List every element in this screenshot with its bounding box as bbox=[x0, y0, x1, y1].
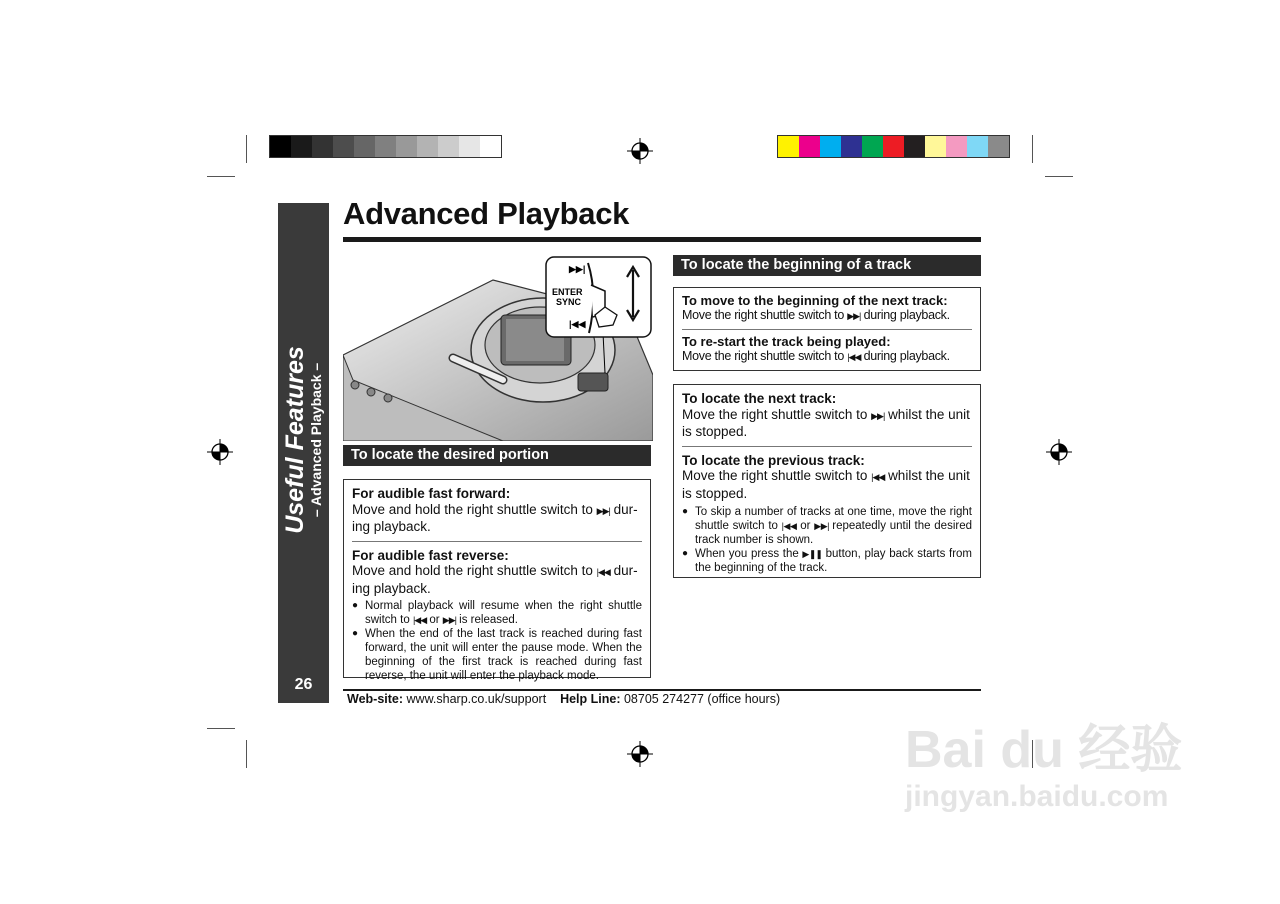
locate-previous-heading: To locate the previous track: bbox=[682, 452, 865, 468]
color-swatch bbox=[312, 136, 333, 157]
color-swatch bbox=[925, 136, 946, 157]
color-swatch bbox=[967, 136, 988, 157]
side-tab-sub: – Advanced Playback – bbox=[308, 362, 324, 518]
previous-icon: |◀◀ bbox=[596, 567, 610, 577]
website-link[interactable]: www.sharp.co.uk/support bbox=[406, 692, 547, 706]
crop-mark bbox=[246, 740, 247, 768]
fast-reverse-text: Move and hold the right shuttle switch to |◀◀ dur- ing playback. bbox=[352, 563, 638, 596]
registration-mark-icon bbox=[627, 741, 653, 767]
locate-next-text: Move the right shuttle switch to ▶▶| whilst the unit is stopped. bbox=[682, 406, 970, 439]
divider bbox=[682, 446, 972, 447]
crop-mark bbox=[246, 135, 247, 163]
fast-forward-heading: For audible fast forward: bbox=[352, 486, 511, 501]
crop-mark bbox=[1045, 176, 1073, 177]
color-swatch bbox=[988, 136, 1009, 157]
color-swatch bbox=[820, 136, 841, 157]
crop-mark bbox=[1032, 135, 1033, 163]
color-swatch bbox=[375, 136, 396, 157]
next-icon: ▶▶| bbox=[847, 311, 861, 321]
color-calibration-bar bbox=[777, 135, 1010, 158]
previous-icon: |◀◀ bbox=[781, 521, 797, 531]
next-track-text: Move the right shuttle switch to ▶▶| during playback. bbox=[682, 308, 950, 322]
crop-mark bbox=[207, 176, 235, 177]
illustration-label-next: ▶▶| bbox=[569, 264, 586, 274]
previous-icon: |◀◀ bbox=[847, 352, 861, 362]
website-label: Web-site: bbox=[347, 692, 404, 706]
fast-reverse-heading: For audible fast reverse: bbox=[352, 547, 509, 563]
next-icon: ▶▶| bbox=[871, 410, 885, 421]
illustration-label-sync: SYNC bbox=[556, 297, 582, 307]
color-swatch bbox=[946, 136, 967, 157]
section-bar-desired-portion: To locate the desired portion bbox=[343, 445, 651, 466]
color-swatch bbox=[480, 136, 501, 157]
previous-icon: |◀◀ bbox=[412, 615, 427, 625]
side-tab-text bbox=[282, 346, 324, 534]
illustration-label-enter: ENTER bbox=[552, 287, 583, 297]
color-swatch bbox=[459, 136, 480, 157]
helpline-number: 08705 274277 (office hours) bbox=[623, 692, 781, 706]
previous-icon: |◀◀ bbox=[871, 472, 885, 482]
next-icon: ▶▶| bbox=[442, 615, 456, 625]
color-swatch bbox=[291, 136, 312, 157]
bottom-rule bbox=[343, 689, 981, 691]
color-swatch bbox=[396, 136, 417, 157]
locate-previous-text: Move the right shuttle switch to |◀◀ whilst the unit is stopped. bbox=[682, 468, 970, 501]
color-swatch bbox=[417, 136, 438, 157]
divider bbox=[352, 541, 642, 542]
color-swatch bbox=[904, 136, 925, 157]
fast-forward-text: Move and hold the right shuttle switch to ▶▶| dur- ing playback. bbox=[352, 501, 638, 534]
locate-next-heading: To locate the next track: bbox=[682, 391, 837, 406]
restart-track-heading: To re-start the track being played: bbox=[682, 334, 891, 349]
watermark-url: jingyan.baidu.com bbox=[905, 780, 1169, 813]
color-swatch bbox=[778, 136, 799, 157]
watermark-logo: Bai du 经验 bbox=[905, 721, 1183, 779]
color-swatch bbox=[799, 136, 820, 157]
note-bullet: ● When the end of the last track is reached during fast forward, the unit will enter the pause mode. When the beginning of the first track is reached during fast reverse, the unit will enter the playback mode. bbox=[352, 627, 642, 683]
color-swatch bbox=[841, 136, 862, 157]
crop-mark bbox=[207, 728, 235, 729]
beginning-of-track-box bbox=[673, 287, 981, 371]
section-bar-beginning-of-track: To locate the beginning of a track bbox=[673, 255, 981, 276]
next-icon: ▶▶| bbox=[814, 521, 829, 531]
grayscale-calibration-bar bbox=[269, 135, 502, 158]
registration-mark-icon bbox=[207, 439, 233, 465]
illustration-label-prev: |◀◀ bbox=[569, 319, 586, 329]
color-swatch bbox=[270, 136, 291, 157]
note-bullet: ● Normal playback will resume when the right shuttle switch to |◀◀ or ▶▶| is released. bbox=[352, 599, 642, 627]
desired-portion-box bbox=[343, 479, 651, 682]
footer bbox=[347, 692, 780, 706]
registration-mark-icon bbox=[627, 138, 653, 164]
device-illustration bbox=[343, 255, 653, 441]
next-icon: ▶▶| bbox=[596, 505, 610, 516]
page-number: 26 bbox=[294, 676, 313, 693]
restart-track-text: Move the right shuttle switch to |◀◀ during playback. bbox=[682, 349, 950, 363]
registration-mark-icon bbox=[1046, 439, 1072, 465]
color-swatch bbox=[333, 136, 354, 157]
title-rule bbox=[343, 237, 981, 242]
page-title: Advanced Playback bbox=[343, 196, 630, 231]
color-swatch bbox=[438, 136, 459, 157]
helpline-label: Help Line: bbox=[560, 692, 621, 706]
locate-track-box bbox=[673, 384, 981, 578]
color-swatch bbox=[862, 136, 883, 157]
baidu-watermark bbox=[905, 720, 1182, 814]
divider bbox=[682, 329, 972, 330]
next-track-heading: To move to the beginning of the next track: bbox=[682, 293, 948, 308]
color-swatch bbox=[354, 136, 375, 157]
side-tab-main: Useful Features bbox=[281, 346, 309, 534]
note-bullet: ● When you press the ▶❚❚ button, play back starts from the beginning of the track. bbox=[682, 547, 972, 575]
note-bullet: ● To skip a number of tracks at one time, move the right shuttle switch to |◀◀ or ▶▶| repeatedly until the desired track number is shown. bbox=[682, 505, 972, 547]
play-pause-icon: ▶❚❚ bbox=[802, 549, 822, 559]
color-swatch bbox=[883, 136, 904, 157]
